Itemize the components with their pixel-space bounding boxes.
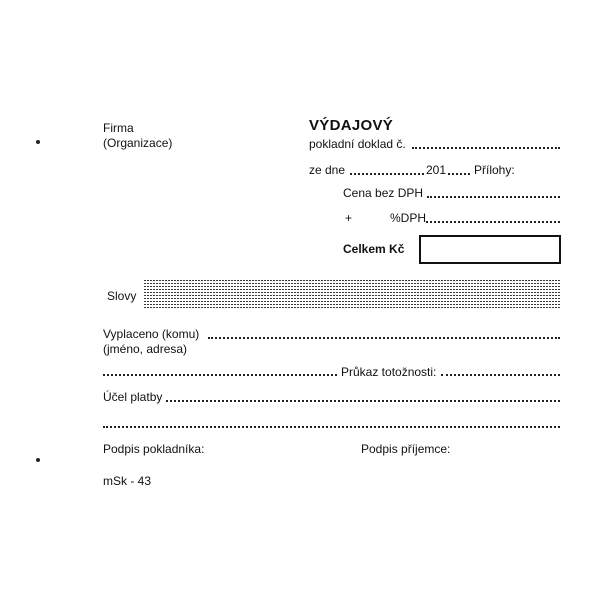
- cashier-signature-label: Podpis pokladníka:: [103, 442, 205, 456]
- total-label: Celkem Kč: [343, 242, 405, 256]
- recipient-signature-label: Podpis příjemce:: [361, 442, 451, 456]
- attachments-label: Přílohy:: [474, 163, 515, 177]
- id-card-field[interactable]: [441, 374, 560, 376]
- purpose-field-second-line[interactable]: [103, 426, 560, 428]
- name-address-label: (jméno, adresa): [103, 342, 188, 356]
- id-card-label: Průkaz totožnosti:: [341, 365, 437, 379]
- doc-number-label: pokladní doklad č.: [309, 137, 406, 151]
- total-amount-box[interactable]: [419, 235, 561, 264]
- doc-number-field[interactable]: [412, 147, 560, 149]
- organization-label: (Organizace): [103, 136, 173, 150]
- paid-to-field[interactable]: [208, 337, 560, 339]
- price-no-vat-label: Cena bez DPH: [343, 186, 424, 200]
- firm-label: Firma: [103, 121, 134, 135]
- form-code: mSk - 43: [103, 474, 152, 488]
- document-title: VÝDAJOVÝ: [309, 117, 394, 134]
- price-no-vat-field[interactable]: [427, 196, 560, 198]
- amount-in-words-field[interactable]: [144, 280, 560, 310]
- words-label: Slovy: [107, 289, 137, 303]
- date-label: ze dne: [309, 163, 346, 177]
- punch-hole-mark-top: [36, 140, 40, 144]
- purpose-field[interactable]: [166, 400, 560, 402]
- purpose-label: Účel platby: [103, 390, 163, 404]
- address-field[interactable]: [103, 374, 337, 376]
- year-suffix-field[interactable]: [448, 173, 470, 175]
- vat-label: %DPH: [390, 211, 427, 225]
- date-field[interactable]: [350, 173, 424, 175]
- vat-field[interactable]: [426, 221, 560, 223]
- plus-sign: +: [345, 211, 353, 225]
- year-prefix: 201: [426, 163, 447, 177]
- paid-to-label: Vyplaceno (komu): [103, 327, 200, 341]
- punch-hole-mark-bottom: [36, 458, 40, 462]
